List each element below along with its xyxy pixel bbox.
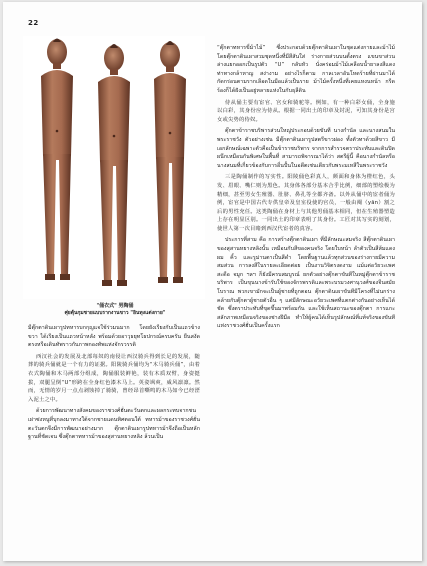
caption-chinese: "俑衣式" 男陶俑	[96, 303, 134, 309]
terracotta-figurines-photo	[23, 36, 205, 299]
right-chinese-paragraph-2: 三是陶俑制作的写实性。阳陵俑色彩真人，颜面和身体为橙红色，头发、眉眼、嘴仁则为黑色。其身体各部分基本合乎比例，细部的塑绘极为精细，甚至男女生殖器、肚脐、鼻孔等全都齐备。以外从俑中的宦者俑为例，宦官是中国古代专供皇帝及皇室役使的官员，一般由阉（yān）割之后的男性充任。这类陶俑在身材上与其他男俑基本相同，但在生殖器塑造上存在明显区别。一同出土的印章表明了其身份。工匠对其写实的刻划，使世人第一次目睹到西汉代宦者的真容。	[217, 174, 395, 232]
left-text-column	[28, 324, 200, 445]
right-thai-paragraph-1: “ตุ๊กตาทหารขี่ม้าไม้” ซึ่งประกอบด้วยตุ๊กตาดินเผาในชุดแต่งกายและม้าไม้ โดยตุ๊กตาดินเผาสวมชุดหนึ่งที่มีสีสันใส่ ร่างกายส่วนบนตั้งตรง แขนขาส่วนล่างแยกออกเป็นรูปตัว “U” กลับหัว นั่งคร่อมม้าไม้เคลือบน้ำยาลงสีแดง ท่าทางกล้าหาญ สง่างาม อย่างไรก็ตาม กาลเวลาอันโหดร้ายที่ผ่านมาได้กัดกร่อนตามรากเลือดในมือแล้วเป็นราย ม้าไม้ครั้งหนึ่งที่เคยแหงนหน้า กรีดร้องก็ได้ฝังเป็นอยู่หลายแห่งในกับธุลีดิน	[217, 45, 395, 94]
right-text-column	[217, 44, 395, 334]
right-thai-paragraph-3: ประการที่สาม คือ การสร้างตุ๊กตาดินเผา ที่มีลักษณะสมจริง สีตุ๊กตาดินเผาของสุสานหยางหลิงนั้น เหมือนกับสีของคนจริง โดยใบหน้า ลำตัวเป็นสีส้มแดง ผม คิ้ว และรูม่านตาเป็นสีดำ โดยพื้นฐานแล้วทุกส่วนของร่างกายมีความสมส่วน การลงสีในรายละเอียดต่อย เป็นงานวิจิตรงดงาม แม้แต่อวัยวะเพศ สะดือ จมูก ฯลฯ ก็ยังมีครบสมบูรณ์ ยกตัวอย่างตุ๊กตาขันทีในหมู่ตุ๊กตาข้าราชบริพาร เป็นขุนนางข้ารับใช้ของจักรพรรดิและพระบรมวงศานุวงศ์ของจีนสมัยโบราณ พวกเขามักจะเป็นผู้ชายที่ถูกตอน ตุ๊กตาดินเผาขันทีมีโครงที่ไม่นกร่างคล้ายกับตุ๊กตาผู้ชายตัวอื่น ๆ แต่มีลักษณะอวัยวะเพศที่แตกต่างกันอย่างเห็นได้ชัด ซึ่งตราประทับที่ขุดขึ้นมาพร้อมกัน และใช้เห็นสถานะของตุ๊กตา การแกะสลักภาพเหมือนจริงของช่างฝีมือ ทำให้ผู้คนได้เห็นรูปลักษณ์ที่แท้จริงของขันทีแห่งราชวงศ์ฮั่นเป็นครั้งแรก	[217, 237, 395, 330]
right-thai-paragraph-2: ตุ๊กตาข้าราชบริพารส่วนใหญ่ประกอบด้วยขันที นางกำนัล และนางสนมในพระราชวัง ตัวอย่างเช่น มีตุ๊กตาดินเผารูปสตรีขาวผ่อง ทั้งตัวทาด้วยสีขาว มีเอกลักษณ์เฉพาะตัวคือเป็นข้าราชบริพาร จากการสำรวจตราประทับและดินปิดผนึกเหมือนกันพิเศษในพื้นที่ สามารถพิจารณาได้ว่า สตรีผู้นี้ คือนางกำนัลหรือนางสนมที่เกี่ยวข้องกับการอื่นปั้นในอดีตเช่นเดียวกับพระมเหสีในพระราชวัง	[217, 128, 395, 169]
left-chinese-paragraph: 西汉社会的发展及北部每奴的南侵让西汉骑兵得到长足的发展，随葬的骑兵俑就是一个有力的证据。阳陵骑兵俑均为“木马骑兵俑”，由着衣式陶俑和木马两部分组成，陶俑服装鲜艳，装有木质双臂，身姿挺拔，双腿呈倒“U”形跨在全身红色漆木马上。英姿飒爽，威风凛凛。然而，无情的岁月一点点剥蚀掉了骑骑，曾经昂首嘶鸣的木马如今已经湮入泥土之中。	[28, 353, 200, 403]
book-page	[3, 2, 422, 561]
left-thai-paragraph-2: ด้วยการพัฒนาทางสังคมของราชวงศ์ฮั่นตะวันตกและผลกระทบจากชนเผ่าซ่งหนูที่บุกลงมาทางใต้จากชายแดนทิศตอนใต้ ทหารม้าของราชวงศ์ฮั่นตะวันตกจึงมีการพัฒนาอย่างมาก ตุ๊กตาดินเผารูปทหารม้าจึงถือเป็นหลักฐานที่ชัดเจน ซึ่งตุ๊กตาทหารม้าของสุสานหยางหลิง ล้วนเป็น	[28, 408, 200, 441]
caption-thai: ศุ่ยตุ้นกุมชายแบบรากงานขาว "อินทุงแต่งกาย"	[64, 310, 166, 316]
figure-caption	[45, 303, 185, 317]
left-thai-paragraph-1: มีตุ๊กตาดินเผารูปทหารบกกุญแจใช้ร่วมนมาก โดยยังเรียงกับเป็นแถวข้างขวา ได้เรียงเป็นแถวหน้าหลัง พร้อมด้วยอาวุธยุทโธปกรณ์ครบครัน ยืนสงัดตรงหรือเดินทัพราวกับภาพกองทัพแห่งจักรวรรดิ	[28, 325, 200, 349]
page-number: 22	[28, 19, 39, 27]
right-chinese-paragraph-1: 侍从俑主要有宦官、宫女和骑驼等。例如，有一种白彩女俑，全身施以白彩，其身份应为侍从。根据一同出土的印章及封泥，可知其身份是宫女或尖势的侍奴。	[217, 99, 395, 123]
